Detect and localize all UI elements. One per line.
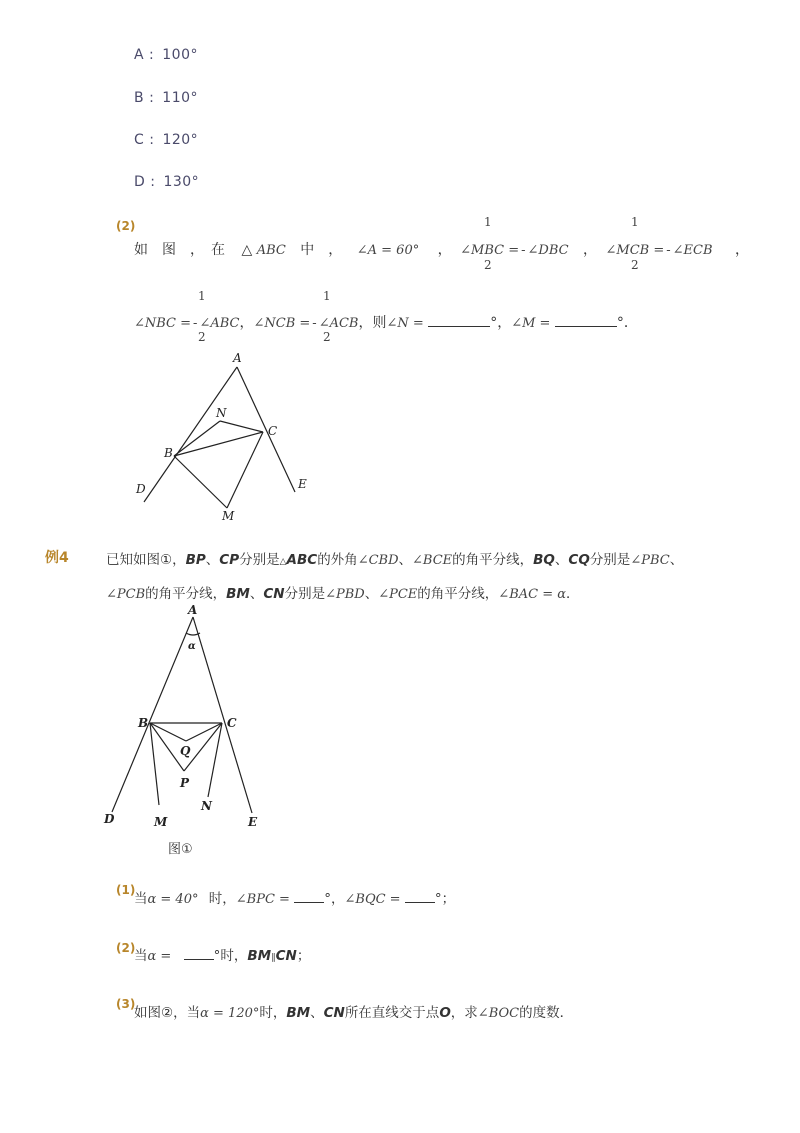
frac-den-nbc: 2 bbox=[198, 330, 206, 344]
label-c: C bbox=[268, 424, 278, 438]
line-ae bbox=[237, 367, 295, 492]
subquestion-1-text: 当α = 40° 时，∠BPC = °，∠BQC = °； bbox=[134, 887, 455, 907]
segment-nc bbox=[220, 421, 263, 432]
frac-den-ncb: 2 bbox=[323, 330, 331, 344]
label-b: B bbox=[164, 446, 173, 460]
frac-num-nbc: 1 bbox=[198, 289, 206, 303]
label-b: B bbox=[138, 716, 149, 730]
label-alpha: α bbox=[188, 641, 196, 652]
label-n: N bbox=[201, 799, 212, 813]
answer-blank-n[interactable] bbox=[428, 312, 490, 327]
label-m: M bbox=[154, 815, 168, 829]
question-2-number: (2) bbox=[116, 219, 136, 233]
segment-bn bbox=[174, 421, 220, 456]
subquestion-3-number: (3) bbox=[116, 997, 136, 1011]
label-e: E bbox=[298, 477, 307, 491]
answer-blank-m[interactable] bbox=[555, 312, 617, 327]
segment-bp bbox=[150, 723, 184, 771]
segment-cq bbox=[186, 723, 222, 741]
segment-bc bbox=[174, 432, 263, 456]
subquestion-3-text: 如图②，当α = 120°时，BM、CN所在直线交于点O，求∠BOC的度数． bbox=[134, 1005, 574, 1021]
subquestion-2-text: 当α = °时，BM∥CN； bbox=[134, 944, 310, 964]
segment-cm bbox=[227, 432, 263, 508]
question-2-line-1: 如 图 ， 在 △ ABC 中 ， ∠A = 60° ， ∠MBC = - ∠DBC ， ∠MCB = - ∠ECB ， bbox=[134, 242, 749, 258]
choice-b: B : 110° bbox=[134, 90, 199, 106]
example-4-figure-1 bbox=[100, 600, 280, 835]
label-e: E bbox=[248, 815, 258, 829]
example-4-line-2: ∠PCB的角平分线，BM、CN分别是∠PBD、∠PCE的角平分线，∠BAC = α． bbox=[106, 586, 580, 602]
segment-bq bbox=[150, 723, 186, 741]
label-n: N bbox=[216, 406, 227, 420]
segment-cn bbox=[208, 723, 222, 797]
example-4-label: 例4 bbox=[45, 550, 69, 566]
label-d: D bbox=[136, 482, 146, 496]
label-c: C bbox=[227, 716, 237, 730]
subquestion-2-number: (2) bbox=[116, 941, 136, 955]
segment-bm bbox=[150, 723, 159, 805]
choice-d: D : 130° bbox=[134, 174, 200, 190]
line-ad bbox=[144, 367, 237, 502]
label-a: A bbox=[233, 351, 242, 365]
frac-num-mcb: 1 bbox=[631, 215, 639, 229]
label-d: D bbox=[104, 812, 115, 826]
answer-blank-alpha[interactable] bbox=[184, 945, 214, 960]
label-a: A bbox=[188, 603, 198, 617]
label-q: Q bbox=[180, 744, 191, 758]
choice-c: C : 120° bbox=[134, 132, 199, 148]
answer-blank-bqc[interactable] bbox=[405, 888, 435, 903]
figure-1-caption: 图① bbox=[168, 842, 193, 857]
example-4-line-1: 已知如图①，BP、CP分别是△ABC的外角∠CBD、∠BCE的角平分线，BQ、CQ分别是∠PBC、 bbox=[106, 552, 684, 568]
subquestion-1-number: (1) bbox=[116, 883, 136, 897]
answer-blank-bpc[interactable] bbox=[294, 888, 324, 903]
line-ae bbox=[193, 617, 252, 813]
choice-a: A : 100° bbox=[134, 47, 198, 63]
frac-den-mbc: 2 bbox=[484, 258, 492, 272]
frac-num-mbc: 1 bbox=[484, 215, 492, 229]
frac-den-mcb: 2 bbox=[631, 258, 639, 272]
label-m: M bbox=[222, 509, 235, 523]
question-2-line-2: ∠NBC = - ∠ABC，∠NCB = - ∠ACB，则∠N = °，∠M = °． bbox=[134, 312, 638, 332]
label-p: P bbox=[180, 776, 190, 790]
segment-bm bbox=[174, 456, 227, 508]
frac-num-ncb: 1 bbox=[323, 289, 331, 303]
question-2-figure bbox=[130, 345, 320, 525]
